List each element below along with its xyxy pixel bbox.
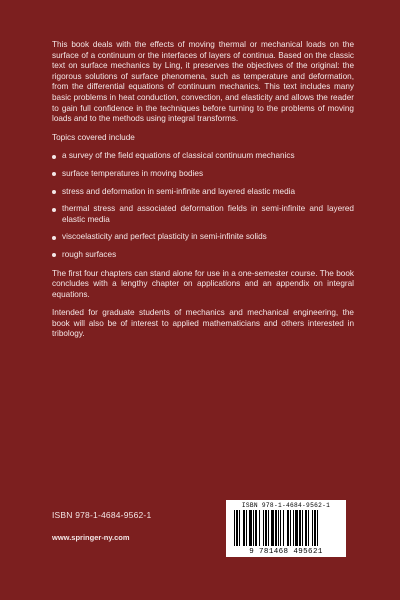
topic-item: rough surfaces <box>52 250 354 261</box>
barcode-bar <box>265 510 267 546</box>
barcode-bar <box>246 510 247 546</box>
barcode-bar <box>249 510 252 546</box>
intro-paragraph: This book deals with the effects of moving thermal or mechanical loads on the surface of a continuum or the interfaces of layers of continua. Based on the classic text on surface mechanics by Ling, it preserves the objectives of the original: the rigorous solutions of surface phenomena, such as temperature and deformation, from the differential equations of continuum mechanics. This text includes many basic problems in heat conduction, convection, and elasticity and allows the reader to gain full confidence in the techniques before turning to the problems of moving loads and to the methods using integral transforms. <box>52 40 354 124</box>
topic-item: a survey of the field equations of classical continuum mechanics <box>52 151 354 162</box>
barcode-bar <box>290 510 291 546</box>
barcode-bar <box>268 510 269 546</box>
barcode-bar <box>295 510 298 546</box>
topic-item: viscoelasticity and perfect plasticity in semi-infinite solids <box>52 232 354 243</box>
barcode-bar <box>308 510 309 546</box>
audience-paragraph: Intended for graduate students of mechanics and mechanical engineering, the book will also be of interest to applied mathematicians and others interested in tribology. <box>52 308 354 339</box>
barcode-bar <box>255 510 257 546</box>
barcode-isbn-label: ISBN 978-1-4684-9562-1 <box>241 502 331 509</box>
barcode-bar <box>263 510 264 546</box>
barcode-bar <box>299 510 301 546</box>
barcode-digits: 9 781468 495621 <box>249 548 323 556</box>
barcode-bar <box>280 510 281 546</box>
chapters-paragraph: The first four chapters can stand alone for use in a one-semester course. The book concludes with a lengthy chapter on applications and an appendix on integral equations. <box>52 268 354 299</box>
topic-item: surface temperatures in moving bodies <box>52 169 354 180</box>
barcode-bar <box>243 510 245 546</box>
barcode-bars <box>234 510 338 546</box>
barcode-bar <box>287 510 289 546</box>
barcode-bar <box>302 510 303 546</box>
barcode-bar <box>317 510 318 546</box>
barcode-bar <box>253 510 254 546</box>
topics-heading: Topics covered include <box>52 132 135 142</box>
barcode <box>226 500 346 557</box>
isbn-text: ISBN 978-1-4684-9562-1 <box>52 510 152 520</box>
barcode-bar <box>275 510 277 546</box>
topic-item: thermal stress and associated deformation fields in semi-infinite and layered elastic media <box>52 204 354 225</box>
publisher-url: www.springer-ny.com <box>52 533 130 542</box>
barcode-bar <box>271 510 274 546</box>
barcode-bar <box>293 510 294 546</box>
topics-list <box>52 151 354 260</box>
barcode-bar <box>234 510 235 546</box>
barcode-bar <box>283 510 284 546</box>
topic-item: stress and deformation in semi-infinite and layered elastic media <box>52 187 354 198</box>
blurb <box>52 40 354 348</box>
barcode-bar <box>278 510 279 546</box>
barcode-bar <box>239 510 240 546</box>
barcode-bar <box>314 510 316 546</box>
barcode-bar <box>259 510 260 546</box>
barcode-bar <box>312 510 313 546</box>
barcode-bar <box>236 510 238 546</box>
barcode-bar <box>305 510 307 546</box>
